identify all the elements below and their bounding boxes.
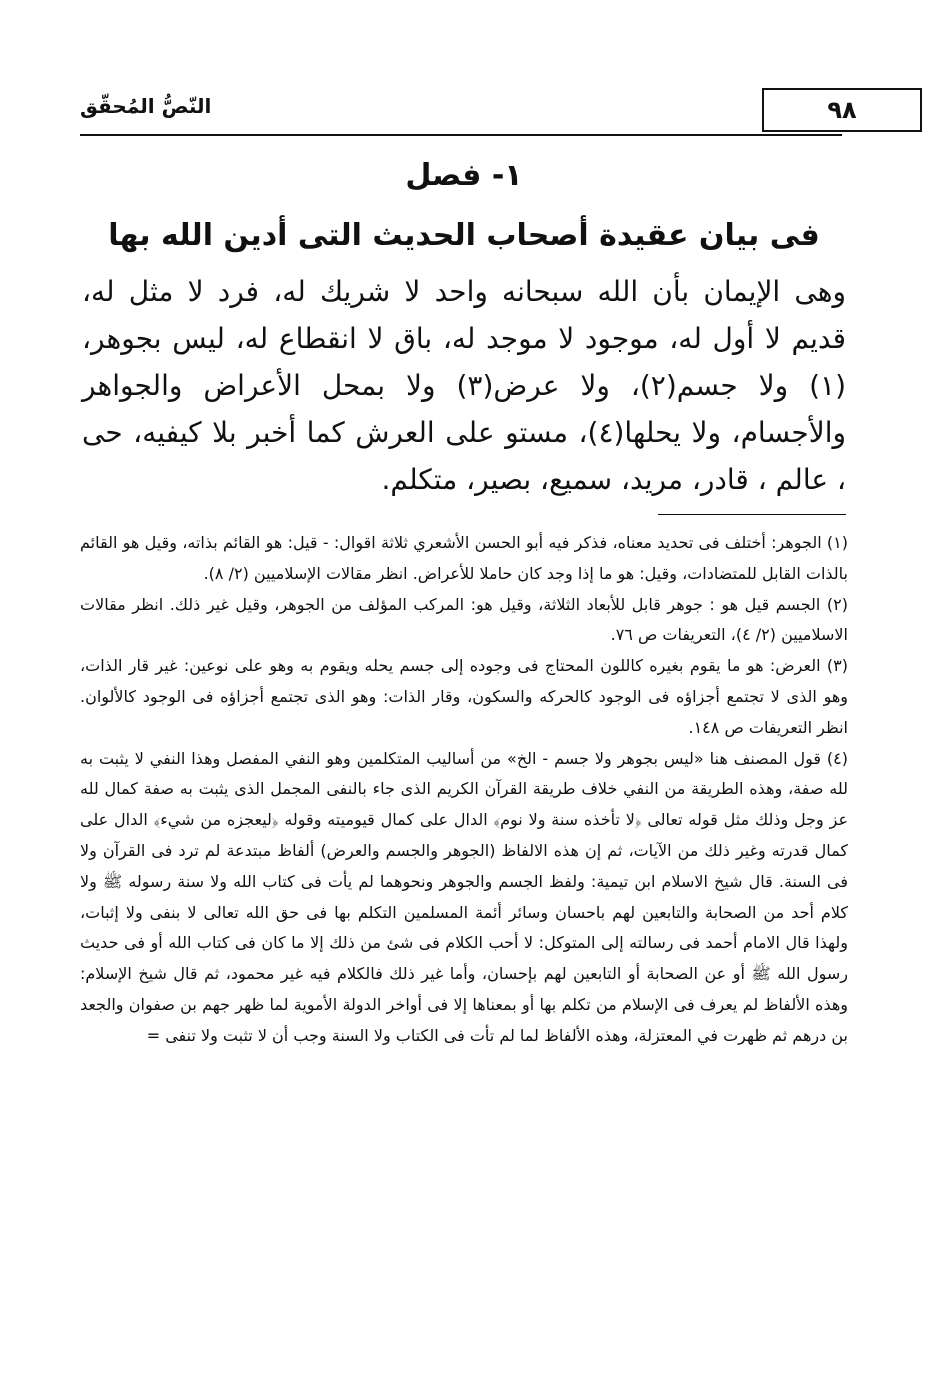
footnote-2: (٢) الجسم قيل هو : جوهر قابل للأبعاد الثلاثة، وقيل هو: المركب المؤلف من الجوهر، وقيل غير ذلك. انظر مقالات الاسلاميين (٢/ ٤)، التعريفات ص ٧٦.: [80, 594, 848, 645]
header-rule: [80, 134, 842, 136]
main-paragraph: وهى الإيمان بأن الله سبحانه واحد لا شريك له، فرد لا مثل له، قديم لا أول له، موجود لا موجد له، باق لا انقطاع له، ليس بجوهر،(١) ولا جسم(٢)، ولا عرض(٣) ولا بمحل الأعراض والجواهر والأجسام، ولا يحلها(٤)، مستو على العرش كما أخبر بلا كيفيه، حى ، عالم ، قادر، مريد، سميع، بصير، متكلم.: [82, 275, 846, 496]
footnote-separator: [658, 514, 846, 515]
page-header: [80, 88, 857, 138]
running-title: النّصُّ المُحقّق: [80, 94, 212, 118]
footnote-1: (١) الجوهر: أختلف فى تحديد معناه، فذكر فيه أبو الحسن الأشعري ثلاثة اقوال: - قيل: هو القائم بذاته، وقيل هو القائم بالذات القابل للمتضادات، وقيل: هو ما إذا وجد كان حاملا للأعراض. انظر مقالات الإسلاميين (٢/ ٨).: [80, 533, 848, 583]
chapter-title: فى بيان عقيدة أصحاب الحديث التى أدين الله بها: [108, 218, 820, 253]
page-number: ٩٨: [827, 96, 857, 124]
chapter-number: ١- فصل: [405, 158, 523, 193]
footnote-3: (٣) العرض: هو ما يقوم بغيره كاللون المحتاج فى وجوده إلى جسم يحله ويقوم به وهو على نوعين: غير قار الذات، وهو الذى لا تجتمع أجزاؤه فى الوجود كالحركه والسكون، وقار الذات: وهو الذى تجتمع أجزاؤه فى الوجود كالألوان. انظر التعريفات ص ١٤٨.: [80, 656, 848, 737]
footnote-4: (٤) قول المصنف هنا «ليس بجوهر ولا جسم - الخ» من أساليب المتكلمين وهو النفي المفصل وهذا النفي لا يثبت به لله صفة، وهذه الطريقة من النفي خلاف طريقة القرآن الكريم الذى جاء بالنفى المجمل الذى يثبت به صفة كمال لله عز وجل وذلك مثل قوله تعالى ﴿لا تأخذه سنة ولا نوم﴾ الدال على كمال قيوميته وقوله ﴿ليعجزه من شيء﴾ الدال على كمال قدرته وغير ذلك من الآيات، ثم إن هذه الالفاظ (الجوهر والجسم والعرض) ألفاظ مبتدعة لم ترد فى القرآن ولا فى السنة. قال شيخ الاسلام ابن تيمية: ولفظ الجسم والجوهر ونحوهما لم يأت فى كتاب الله ولا سنة رسوله ﷺ ولا كلام أحد من الصحابة والتابعين لهم باحسان وسائر أئمة المسلمين التكلم بها فى حق الله تعالى لا بنفى ولا إثبات، ولهذا قال الامام أحمد فى رسالته إلى المتوكل: لا أحب الكلام فى شئ من ذلك إلا ما كان فى كتاب الله أو فى حديث رسول الله ﷺ أو عن الصحابة أو التابعين لهم بإحسان، وأما غير ذلك فالكلام فيه غير محمود، ثم قال شيخ الإسلام: وهذه الألفاظ لم يعرف فى الإسلام من تكلم بها أو بمعناها إلا فى أواخر الدولة الأموية لما ظهر جهم بن صفوان والجعد بن درهم ثم ظهرت في المعتزلة، وهذه الألفاظ لما لم تأت فى الكتاب ولا السنة وجب أن لا تثبت ولا تنفى =: [80, 748, 848, 1045]
page-number-box: [762, 88, 922, 132]
footnotes: [80, 528, 848, 1052]
